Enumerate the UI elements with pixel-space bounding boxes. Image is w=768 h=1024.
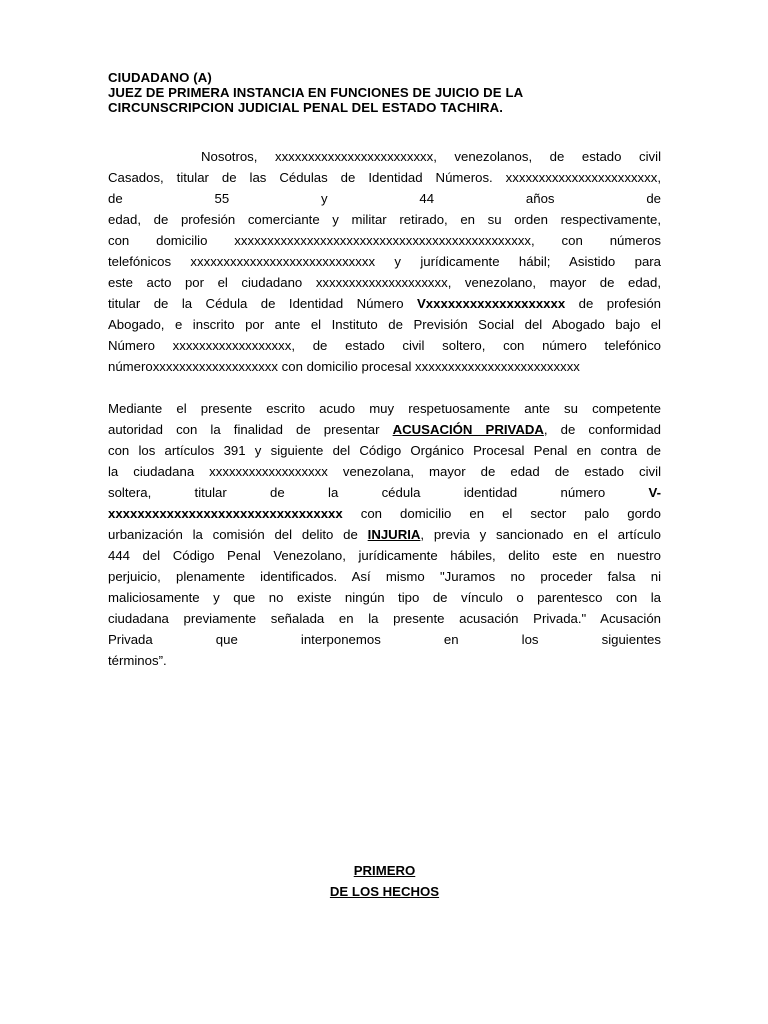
jurisdiction-line: CIRCUNSCRIPCION JUDICIAL PENAL DEL ESTADO TACHIRA.	[108, 100, 504, 115]
acusacion-privada-emphasis: ACUSACIÓN PRIVADA	[392, 422, 544, 437]
paragraph1-line6: telefónicos xxxxxxxxxxxxxxxxxxxxxxxxxxxx y jurídicamente hábil; Asistido para	[108, 254, 661, 269]
p2-l6-text-b: con domicilio en el sector palo gordo	[342, 506, 661, 521]
defendant-id-number: xxxxxxxxxxxxxxxxxxxxxxxxxxxxxxxx	[108, 506, 343, 521]
paragraph2-line9: perjuicio, plenamente identificados. Así mismo "Juramos no proceder falsa ni	[108, 569, 661, 584]
paragraph1-line7: este acto por el ciudadano xxxxxxxxxxxxxxxxxxxx, venezolano, mayor de edad,	[108, 275, 661, 290]
paragraph1-line9: Abogado, e inscrito por ante el Instituto de Previsión Social del Abogado bajo el	[108, 317, 661, 332]
paragraph2-line6	[108, 505, 661, 523]
judge-title-line: JUEZ DE PRIMERA INSTANCIA EN FUNCIONES DE JUICIO DE LA	[108, 85, 524, 100]
p2-l2-text-a: autoridad con la finalidad de presentar	[108, 422, 393, 437]
paragraph1-line2: Casados, titular de las Cédulas de Identidad Números. xxxxxxxxxxxxxxxxxxxxxxx,	[108, 170, 661, 185]
p2-l2-text-c: , de conformidad	[543, 422, 661, 437]
paragraph1-line1: Nosotros, xxxxxxxxxxxxxxxxxxxxxxxx, venezolanos, de estado civil	[201, 149, 661, 164]
paragraph2-line3: con los artículos 391 y siguiente del Código Orgánico Procesal Penal en contra de	[108, 443, 661, 458]
paragraph2-line11: ciudadana previamente señalada en la presente acusación Privada." Acusación	[108, 611, 661, 626]
paragraph2-line13: términos”.	[108, 653, 167, 668]
paragraph2-line5	[108, 484, 661, 502]
p2-l7-text-c: , previa y sancionado en el artículo	[420, 527, 662, 542]
paragraph2-line2	[108, 421, 661, 439]
paragraph2-line7	[108, 526, 661, 544]
paragraph2-line10: maliciosamente y que no existe ningún tipo de vínculo o parentesco con la	[108, 590, 661, 605]
p2-l5-text-a: soltera, titular de la cédula identidad número	[108, 485, 649, 500]
paragraph1-line8	[108, 295, 661, 313]
defendant-id-prefix: V-	[648, 485, 661, 500]
attorney-id-number: Vxxxxxxxxxxxxxxxxxxx	[417, 296, 566, 311]
p1-l8-text-a: titular de la Cédula de Identidad Número	[108, 296, 418, 311]
addressee-line: CIUDADANO (A)	[108, 70, 212, 85]
paragraph2-line12: Privada que interponemos en los siguientes	[108, 632, 661, 647]
paragraph1-line3: de 55 y 44 años de	[108, 191, 661, 206]
paragraph2-line8: 444 del Código Penal Venezolano, jurídicamente hábiles, delito este en nuestro	[108, 548, 661, 563]
paragraph2-line4: la ciudadana xxxxxxxxxxxxxxxxxx venezolana, mayor de edad de estado civil	[108, 464, 661, 479]
injuria-emphasis: INJURIA	[367, 527, 421, 542]
paragraph1-line11: númeroxxxxxxxxxxxxxxxxxxx con domicilio procesal xxxxxxxxxxxxxxxxxxxxxxxxx	[108, 359, 580, 374]
paragraph1-line10: Número xxxxxxxxxxxxxxxxxx, de estado civil soltero, con número telefónico	[108, 338, 661, 353]
paragraph1-line5: con domicilio xxxxxxxxxxxxxxxxxxxxxxxxxxxxxxxxxxxxxxxxxxxxx, con números	[108, 233, 661, 248]
section-heading-hechos: DE LOS HECHOS	[329, 884, 440, 899]
p1-l8-text-c: de profesión	[565, 296, 662, 311]
paragraph1-line4: edad, de profesión comerciante y militar retirado, en su orden respectivamente,	[108, 212, 661, 227]
section-heading-primero: PRIMERO	[353, 863, 416, 878]
paragraph2-line1: Mediante el presente escrito acudo muy respetuosamente ante su competente	[108, 401, 661, 416]
p2-l7-text-a: urbanización la comisión del delito de	[108, 527, 368, 542]
